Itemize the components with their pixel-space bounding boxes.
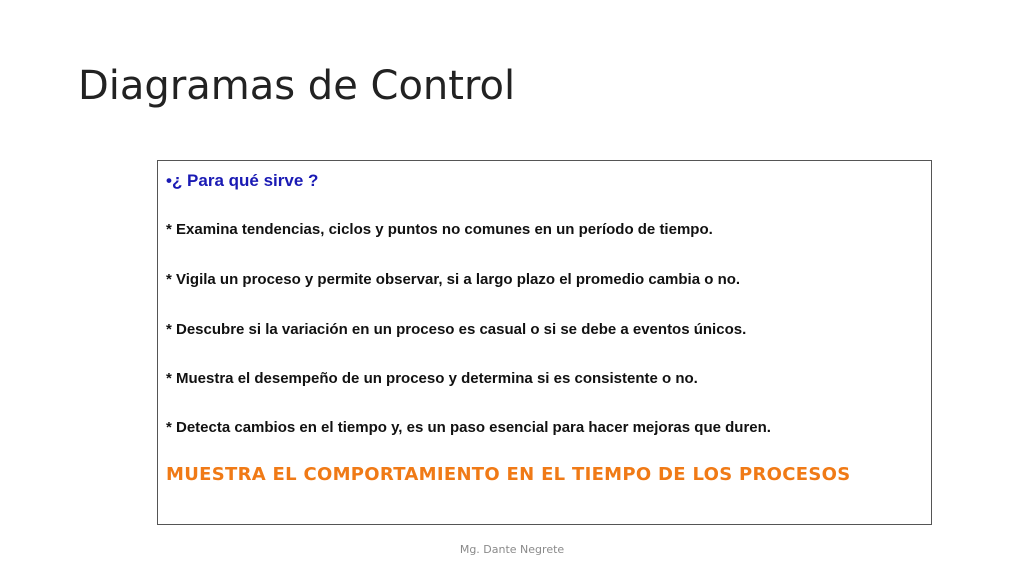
point-item: * Detecta cambios en el tiempo y, es un paso esencial para hacer mejoras que duren. [166,419,771,436]
point-item: * Descubre si la variación en un proceso es casual o si se debe a eventos únicos. [166,321,747,338]
box-heading: •¿ Para qué sirve ? [166,171,319,190]
slide-footer: Mg. Dante Negrete [459,543,565,556]
point-item: * Vigila un proceso y permite observar, si a largo plazo el promedio cambia o no. [166,271,741,288]
content-box [157,160,932,525]
point-item: * Muestra el desempeño de un proceso y determina si es consistente o no. [166,370,698,387]
highlight-statement: MUESTRA EL COMPORTAMIENTO EN EL TIEMPO DE LOS PROCESOS [166,464,851,485]
point-item: * Examina tendencias, ciclos y puntos no comunes en un período de tiempo. [166,221,713,238]
slide-title: Diagramas de Control [78,63,516,109]
